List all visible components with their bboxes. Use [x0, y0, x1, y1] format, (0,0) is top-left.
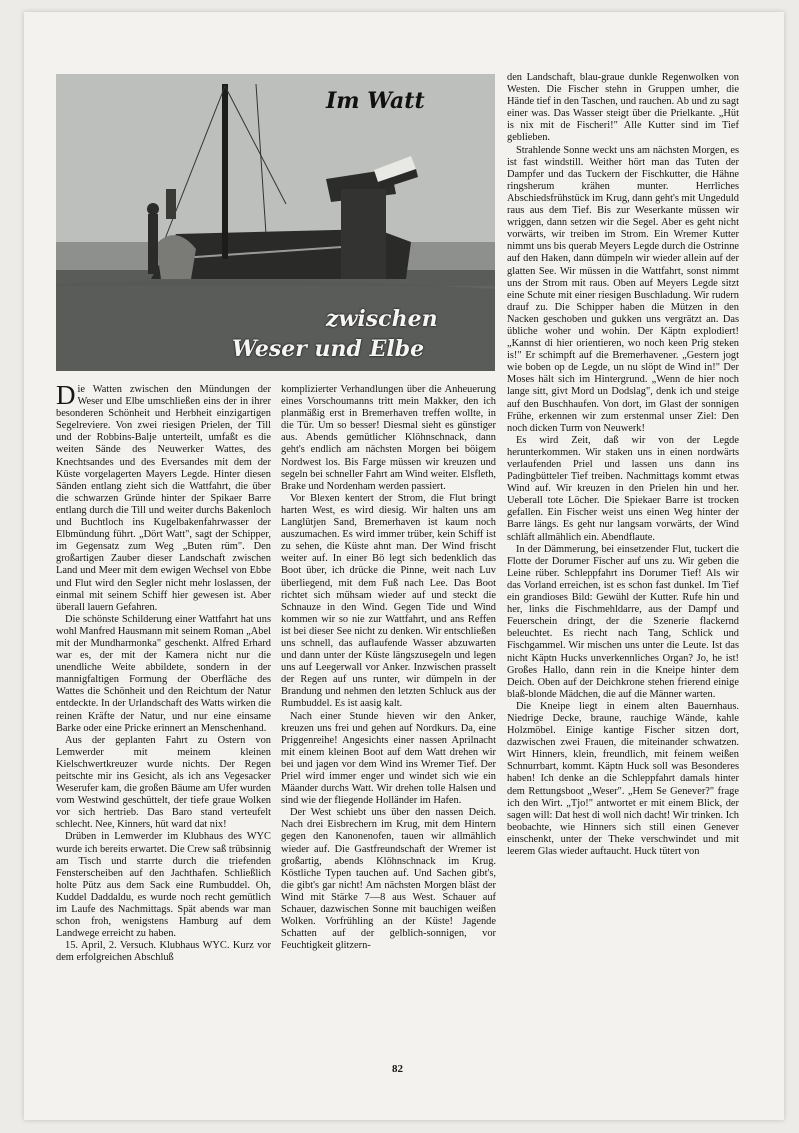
paragraph: Vor Blexen kentert der Strom, die Flut bringt harten West, es wird diesig. Wir halten uns am Langlütjen Sand, Bremerhaven ist kaum noch auszumachen. Es wird immer trüber, kein Schiff ist zu sehen, die Küste ahnt man. Der Wind frischt weiter auf. In einer Bö legt sich bedenklich das Boot über, ich drücke die Pinne, weit nach Luv überliegend, mit dem Fuß nach Lee. Das Boot richtet sich mühsam wieder auf und steckt die Schnauze in den Wind. Gegen Tide und Wind kommen wir so nie zur Wattfahrt, und ans Reffen ist bei dieser See nicht zu denken. Wir entschließen uns schnell, das auflaufende Wasser abzuwarten und dann unter der Küste längszusegeln und legen uns auf Leegerwall vor Anker. Inzwischen prasselt der Regen auf uns runter, wir dümpeln in der Brandung und nehmen den letzten Schluck aus der Rumbuddel. Es ist aasig kalt.	[281, 492, 496, 710]
paragraph: Die Watten zwischen den Mündungen der Weser und Elbe umschließen eins der in ihrer besonderen Schönheit und Herbheit einzigartigen Segelreviere. Von zwei riesigen Prielen, der Till und der Robbins-Balje unterteilt, umfaßt es die weiten Sände des Neuwerker Wattes, des Knechtsandes und des Eversandes mit dem der Küste vorgelagerten Mayers Legde. Hinter diesen Sänden entlang zieht sich die Wattfahrt, die über die schwarzen Gründe hinter der Spikaer Barre entlang durch die Till und weiter durchs Bakenloch und Buchtloch ins Kugelbakenfahrwasser der Elbmündung führt. „Dört Watt", sagt der Schipper, im Gegensatz zum Weg „Buten rüm". Den großartigen Zauber dieser Landschaft zwischen Land und Meer mit dem ewigen Wechsel von Ebbe und Flut wird den Segler nicht mehr loslassen, der einmal mit seinem Schiff hier gewesen ist. Aber überall lauern Gefahren.	[56, 380, 271, 613]
paragraph: Die Kneipe liegt in einem alten Bauernhaus. Niedrige Decke, braune, rauchige Wände, kahle Holzmöbel. Einige kantige Fischer sitzen dort, dazwischen zwei Frauen, die miteinander schwatzen. Wirt Hinners, klein, freundlich, mit feinem weißen Schnurrbart, kommt. Käptn Huck soll was Besonderes haben! Ich denke an die Schleppfahrt damals hinter dem Rettungsboot „Weser". „Hem Se Genever?" frage ich den Wirt. „Tjo!" antwortet er mit einem Blick, der sagen will: Dat hest di woll nich dacht! Wir trinken. Ich beobachte, wie Hinners sich still einen Genever einschenkt, unter der Theke verschwindet und mit leerem Glas wieder auftaucht. Huck tütert von	[507, 700, 739, 857]
paragraph: Es wird Zeit, daß wir von der Legde herunterkommen. Wir staken uns in einen nordwärts verlaufenden Priel und lassen uns dann ins Padingbütteler Tief treiben. Nachmittags kommt etwas Wind auf. Wir kreuzen in den Prielen hin und her. Ueberall tote Löcher. Die Spiekaer Barre ist trocken gefallen. Ein Fischer weist uns einen Weg hinter der Barre längs. Es geht nur langsam vorwärts, der Wind schläft allmählich ein. Abendflaute.	[507, 434, 739, 543]
paragraph: 15. April, 2. Versuch. Klubhaus WYC. Kurz vor dem erfolgreichen Abschluß	[56, 940, 271, 964]
text-column-2	[281, 384, 496, 952]
text-column-3	[507, 72, 739, 858]
page-number: 82	[392, 1063, 403, 1075]
headline-sub-line1: zwischen	[326, 306, 438, 332]
paragraph: Der West schiebt uns über den nassen Deich. Nach drei Eisbrechern im Krug, mit dem Hintern gegen den Kanonenofen, tauen wir allmählich wieder auf. Die Gastfreundschaft der Wremer ist großartig, abends Klöhnschnack im Krug. Köstliche Typen tauchen auf. Und Sachen gibt's, die gibt's gar nicht! Am nächsten Morgen bläst der Wind mit Stärke 7—8 aus West. Schauer auf Schauer, dazwischen Sonne mit bauchigen weißen Wolken. Vorfrühling an der Küste! Jagende Schatten auf der gelblich-sonnigen, vor Feuchtigkeit glitzern-	[281, 807, 496, 952]
headline-top: Im Watt	[326, 88, 425, 114]
paragraph: Aus der geplanten Fahrt zu Ostern von Lemwerder mit meinem kleinen Kielschwertkreuzer wurde nichts. Der Regen peitschte mir ins Gesicht, als ich ans Vegesacker Weserufer kam, die großen Bäume am Ufer wurden vom Westwind geschüttelt, der tiefe graue Wolken vor sich hertrieb. Das Baro stand verteufelt schlecht. Nee, Kinners, hüt ward dat nix!	[56, 734, 271, 831]
text-column-1	[56, 380, 271, 965]
paragraph: Drüben in Lemwerder im Klubhaus des WYC wurde ich bereits erwartet. Die Crew saß trübsinnig am Tisch und starrte durch die triefenden Fensterscheiben auf den Jachthafen. Schließlich holte Pütz aus dem Sack eine Rumbuddel. Oh, Kuddel Daddaldu, es wurde noch recht gemütlich im Laufe des Nachmittags. Spät abends war man schon froh, wenigstens Hamburg auf dem Landwege erreicht zu haben.	[56, 831, 271, 940]
paragraph: In der Dämmerung, bei einsetzender Flut, tuckert die Flotte der Dorumer Fischer auf uns zu. Wir geben die Leine rüber. Schleppfahrt ins Dorumer Tief! Als wir das Vorland erreichen, ist es schon fast dunkel. Im Tief ein grandioses Bild: Gewühl der Kutter. Rufe hin und her, links die Fischmehldarre, aus der Dampf und Feuerschein dringt, der die Szenerie flackernd beleuchtet. Es riecht nach Tang, Schlick und Fischgammel. Wir mischen uns unter die Leute. Ist das nicht Käptn Hucks unverkennliches Organ? Jo, he ist! Großes Hallo, dann rein in die Kneipe hinter dem Deich. Oben auf der Deichkrone stehen frierend einige blaß-blonde Mädchen, die auf die Männer warten.	[507, 543, 739, 700]
paragraph: Die schönste Schilderung einer Wattfahrt hat uns wohl Manfred Hausmann mit seinem Roman „Abel mit der Mundharmonka" geschenkt. Alfred Erhard war es, der mit der Kamera nicht nur die unendliche Weite abbildete, sondern in der mannigfaltigen Formung der Oberfläche des Wattes die Schönheit und den Reichtum der Natur entdeckte. In der Urlandschaft des Watts wirken die reinen Kräfte der Natur, und nur eine einsame Barke oder eine Pricke erinnert an Menschenhand.	[56, 613, 271, 734]
drop-cap: D	[56, 380, 76, 410]
paragraph: Strahlende Sonne weckt uns am nächsten Morgen, es ist fast windstill. Weither hört man das Tuten der Dampfer und das Tuckern der Fischkutter, die Hähne ringsherum krähen munter. Herrliches Abschiedsfrühstück im Krug, dann geht's mit Ungeduld raus aus dem Tief. Bis zur Weserkante müssen wir wriggen, dann setzen wir die Segel. Aber es geht nicht vorwärts, wir treiben im Strom. Ein Wremer Kutter nimmt uns bis querab Meyers Legde durch die Ostrinne auf den Haken, dann dümpeln wir wieder allein auf der glatten See. Wir müssen in die Wattfahrt, sonst nimmt uns der Strom mit raus. Oben auf Meyers Legde sitzt eine Schute mit einer riesigen Buschladung. Wir rudern drauf zu. Die Schipper haben die Mützen in den Nacken geschoben und gukken uns vergrätzt an. Das übliche woher und wohin. Der Käptn explodiert! „Kannst di hier orientieren, wo noch keen Prig steken is!" Er schimpft auf die Bremerhavener. „Gestern jogt wie boben op de Legde, un nu slöpt de Wind in!" Der Moses hält sich im Hintergrund. „Wenn de hier noch lange sitt, givt Mord un Dodslag", denk ich und steige auf den Buschhaufen. Von dort, im Glast der sonnigen Frühe, erkennen wir zum erstenmal unser Ziel: Den noch dicken Turm von Neuwerk!	[507, 144, 740, 434]
paragraph: komplizierter Verhandlungen über die Anheuerung eines Vorschoumanns tritt mein Makker, den ich planmäßig erst in Bremerhaven treffen wollte, in die Tür. Um so besser! Diesmal sieht es günstiger aus. Abends gemütlicher Klöhnschnack, dann geht's endlich am nächsten Morgen bei böigem Nordwest los. Bis Farge müssen wir kreuzen und segeln bei schneller Fahrt am Wind weiter. Elsfleth, Brake und Nordenham werden passiert.	[281, 384, 496, 492]
paragraph: Nach einer Stunde hieven wir den Anker, kreuzen uns frei und gehen auf Nordkurs. Da, eine Priggenreihe! Angesichts einer nassen Aprilnacht mit einem kleinen Boot auf dem Watt drehen wir bei und jagen vor dem Wind ins Wremer Tief. Der Priel wird immer enger und windet sich wie ein Mäander durchs Watt. Wir drehen tolle Halsen und sind wie der fliegende Holländer im Hafen.	[281, 710, 496, 807]
article-photo	[56, 74, 495, 371]
paragraph: den Landschaft, blau-graue dunkle Regenwolken von Westen. Die Fischer stehn in Gruppen umher, die Hände tief in den Taschen, und rauchen. Ab und zu sagt einer was. Das Wasser steigt über die Prielkante. „Hüt is nix mit de Fischeri!" Alle Kutter sind im Tief geblieben.	[507, 72, 739, 144]
headline-sub-line2: Weser und Elbe	[232, 336, 425, 362]
